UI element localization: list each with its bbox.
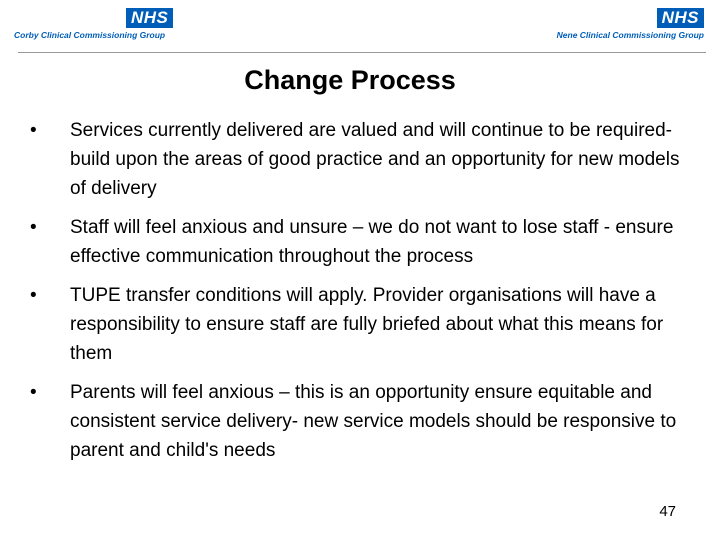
nene-ccg-name: Nene Clinical Commissioning Group [556,30,704,40]
slide-title: Change Process [244,65,456,95]
bullet-dot-icon: • [30,120,37,141]
bullet-dot-icon: • [30,382,37,403]
bullet-text: TUPE transfer conditions will apply. Provider organisations will have a responsibility to ensure staff are fully briefed about what this means for them [70,285,664,364]
corby-ccg-name: Corby Clinical Commissioning Group [14,30,166,40]
nhs-badge-left: NHS [126,8,173,28]
bullet-text: Staff will feel anxious and unsure – we do not want to lose staff - ensure effective communication throughout the process [70,217,674,267]
header-divider [18,52,706,53]
bullet-item [30,213,690,271]
bullet-list [30,116,690,475]
bullet-text: Parents will feel anxious – this is an opportunity ensure equitable and consistent service delivery- new service models should be responsive to parent and child's needs [70,382,677,461]
bullet-dot-icon: • [30,217,37,238]
corby-ccg-logo [14,8,173,41]
bullet-item [30,281,690,368]
bullet-dot-icon: • [30,285,37,306]
nhs-badge-right: NHS [657,8,704,28]
page-number: 47 [659,503,676,520]
nene-ccg-logo [557,8,704,41]
bullet-item [30,378,690,465]
bullet-item [30,116,690,203]
bullet-text: Services currently delivered are valued and will continue to be required- build upon the areas of good practice and an opportunity for new models of delivery [70,120,680,199]
